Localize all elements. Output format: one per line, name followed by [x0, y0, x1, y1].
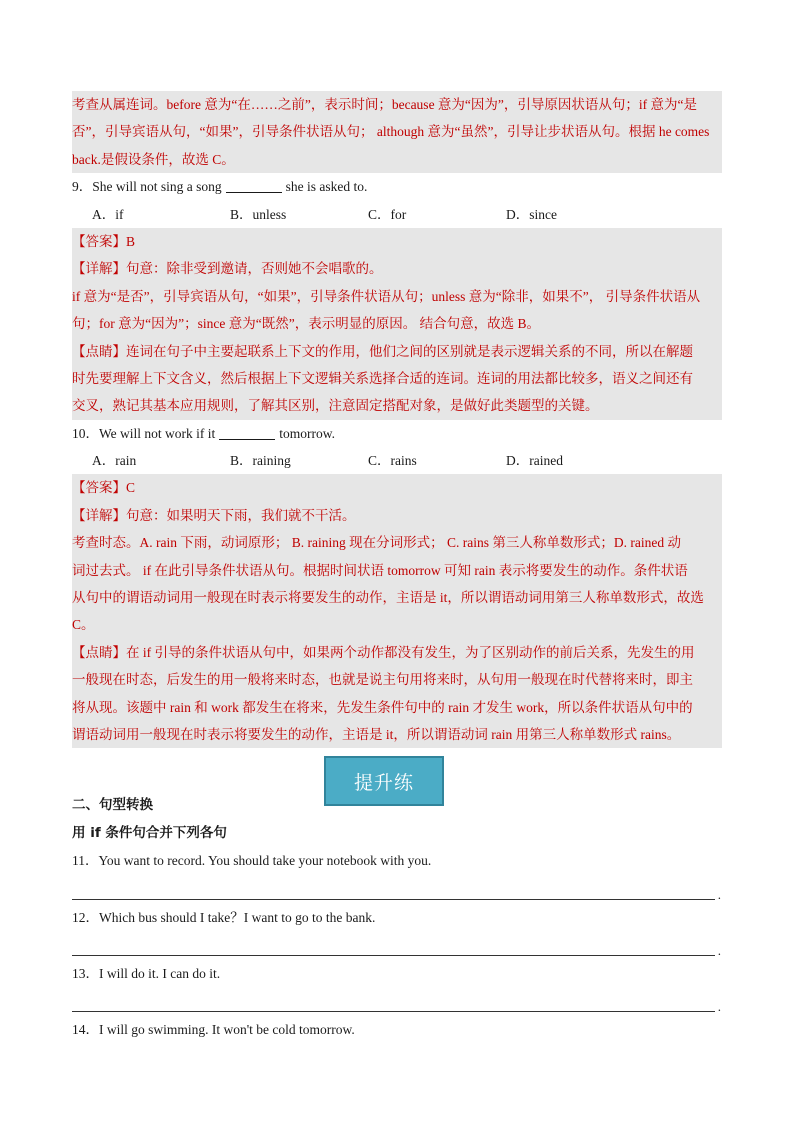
detail-line: if 意为“是否”，引导宾语从句，“如果”，引导条件状语从句；unless 意为“除非，如果不”， 引导条件状语从 [72, 288, 701, 304]
analysis-line: 否”，引导宾语从句，“如果”，引导条件状语从句； although 意为“虽然”，引导让步状语从句。根据 he comes [72, 124, 710, 140]
tip-line: 时先要理解上下文含义，然后根据上下文逻辑关系选择合适的连词。连词的用法都比较多，语义之间还有 [72, 370, 693, 386]
option-b[interactable]: B．unless [230, 206, 287, 222]
question-10-stem: 10．We will not work if it tomorrow. [72, 425, 336, 441]
question-12: 12．Which bus should I take？I want to go to the bank. [72, 909, 376, 925]
detail-line: 从句中的谓语动词用一般现在时表示将要发生的动作，主语是 it，所以谓语动词用第三人称单数形式，故选 [72, 590, 704, 606]
line-end-dot: . [717, 999, 721, 1015]
option-d[interactable]: D．rained [506, 453, 563, 469]
option-b[interactable]: B．raining [230, 453, 291, 469]
fill-blank[interactable] [226, 178, 282, 193]
line-end-dot: . [717, 886, 721, 902]
document-page [72, 91, 722, 1044]
answer-line-11[interactable] [72, 869, 721, 902]
question-14: 14．I will go swimming. It won't be cold tomorrow. [72, 1022, 355, 1038]
section-title: 二、句型转换 [72, 797, 153, 814]
option-a[interactable]: A．if [92, 206, 124, 222]
question-9-stem: 9．She will not sing a song she is asked to. [72, 179, 368, 195]
option-c[interactable]: C．for [368, 206, 407, 222]
answer-line: 【答案】C [72, 480, 136, 496]
option-d[interactable]: D．since [506, 206, 557, 222]
question-11: 11．You want to record. You should take your notebook with you. [72, 853, 432, 869]
analysis-line: back.是假设条件，故选 C。 [72, 151, 235, 167]
question-9-options [72, 201, 722, 228]
tip-line: 一般现在时态，后发生的用一般将来时态，也就是说主句用将来时，从句用一般现在时代替将来时，即主 [72, 672, 693, 688]
tip-line: 【点睛】连词在句子中主要起联系上下文的作用，他们之间的区别就是表示逻辑关系的不同，所以在解题 [72, 343, 693, 359]
analysis-block [72, 91, 722, 173]
detail-line: 句；for 意为“因为”；since 意为“既然”，表示明显的原因。 结合句意，故选 B。 [72, 316, 540, 332]
fill-blank[interactable] [219, 425, 275, 440]
option-a[interactable]: A．rain [92, 453, 137, 469]
tip-line: 将从现。该题中 rain 和 work 都发生在将来，先发生条件句中的 rain 才发生 work，所以条件状语从句中的 [72, 699, 693, 715]
tip-line: 谓语动词用一般现在时表示将要发生的动作，主语是 it，所以谓语动词 rain 用第三人称单数形式 rains。 [72, 726, 681, 742]
detail-line: 词过去式。 if 在此引导条件状语从句。根据时间状语 tomorrow 可知 rain 表示将要发生的动作。条件状语 [72, 562, 688, 578]
question-10-options [72, 447, 722, 474]
tip-line: 交叉，熟记其基本应用规则，了解其区别，注意固定搭配对象，是做好此类题型的关键。 [72, 398, 599, 414]
instruction: 用 if 条件句合并下列各句 [72, 824, 227, 841]
detail-line: 【详解】句意：除非受到邀请，否则她不会唱歌的。 [72, 261, 383, 277]
detail-line: C。 [72, 617, 95, 633]
tip-line: 【点睛】在 if 引导的条件状语从句中，如果两个动作都没有发生，为了区别动作的前后关系，先发生的用 [72, 644, 695, 660]
question-13: 13．I will do it. I can do it. [72, 965, 221, 981]
answer-line: 【答案】B [72, 233, 136, 249]
level-up-banner: 提升练 [324, 756, 444, 806]
question-10-solution [72, 474, 722, 748]
detail-line: 【详解】句意：如果明天下雨，我们就不干活。 [72, 507, 356, 523]
question-9-solution [72, 228, 722, 420]
option-c[interactable]: C．rains [368, 453, 417, 469]
answer-line-13[interactable] [72, 981, 721, 1015]
detail-line: 考查时态。A. rain 下雨，动词原形； B. raining 现在分词形式； C. rains 第三人称单数形式；D. rained 动 [72, 535, 681, 551]
line-end-dot: . [717, 942, 721, 958]
answer-line-12[interactable] [72, 925, 721, 958]
analysis-line: 考查从属连词。before 意为“在……之前”，表示时间；because 意为“因为”，引导原因状语从句；if 意为“是 [72, 97, 698, 112]
